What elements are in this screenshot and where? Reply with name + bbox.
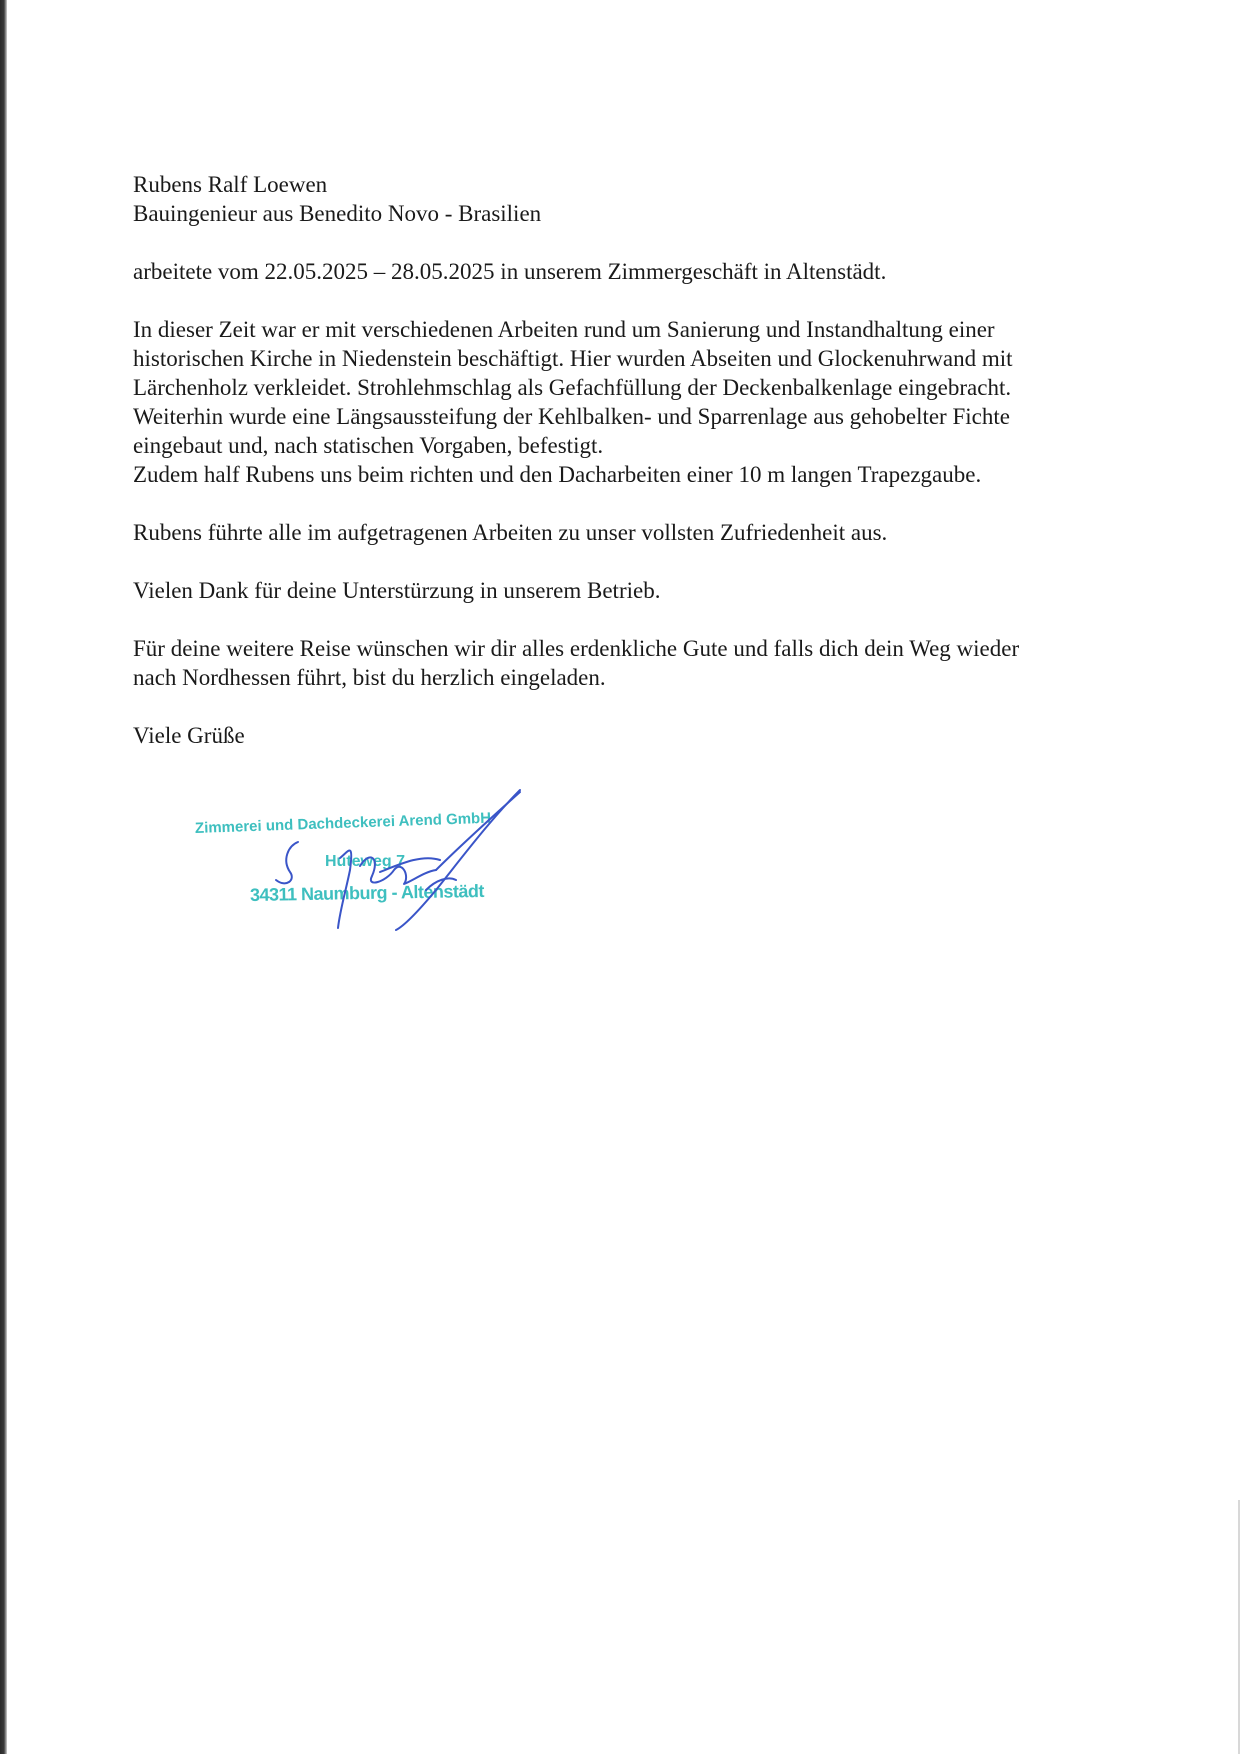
- company-stamp: [190, 780, 610, 940]
- scan-edge-left: [0, 0, 7, 1754]
- work-line: historischen Kirche in Niedenstein beschäftigt. Hier wurden Abseiten und Glockenuhrwand mit: [133, 346, 1013, 371]
- stamp-city: 34311 Naumburg - Altenstädt: [249, 880, 485, 905]
- work-line: Lärchenholz verkleidet. Strohlehmschlag als Gefachfüllung der Deckenbalkenlage eingebracht.: [133, 375, 1012, 400]
- stamp-company-name: Zimmerei und Dachdeckerei Arend GmbH: [194, 809, 492, 837]
- closing: Viele Grüße: [133, 723, 245, 748]
- work-line: Weiterhin wurde eine Längsaussteifung der Kehlbalken- und Sparrenlage aus gehobelter Fichte: [133, 404, 1010, 429]
- intro-paragraph: arbeitete vom 22.05.2025 – 28.05.2025 in unserem Zimmergeschäft in Altenstädt.: [133, 259, 887, 284]
- work-description-paragraph: [133, 315, 1113, 489]
- signature-stroke: [380, 858, 440, 872]
- recipient-name: Rubens Ralf Loewen: [133, 172, 328, 197]
- assessment-paragraph: Rubens führte alle im aufgetragenen Arbeiten zu unser vollsten Zufriedenheit aus.: [133, 520, 888, 545]
- work-line: eingebaut und, nach statischen Vorgaben, befestigt.: [133, 433, 604, 458]
- wishes-paragraph: [133, 634, 1113, 692]
- signature-stroke: [276, 842, 298, 883]
- thanks-paragraph: Vielen Dank für deine Unterstürzung in unserem Betrieb.: [133, 578, 661, 603]
- work-line: Zudem half Rubens uns beim richten und den Dacharbeiten einer 10 m langen Trapezgaube.: [133, 462, 982, 487]
- handwritten-signature: [190, 780, 610, 940]
- stamp-street: Huteweg 7: [325, 853, 406, 870]
- signature-stroke: [360, 857, 436, 884]
- wishes-line: Für deine weitere Reise wünschen wir dir alles erdenkliche Gute und falls dich dein Weg wieder: [133, 636, 1020, 661]
- work-line: In dieser Zeit war er mit verschiedenen Arbeiten rund um Sanierung und Instandhaltung einer: [133, 317, 995, 342]
- recipient-title: Bauingenieur aus Benedito Novo - Brasilien: [133, 201, 542, 226]
- wishes-line: nach Nordhessen führt, bist du herzlich eingeladen.: [133, 665, 606, 690]
- signature-stroke: [338, 851, 351, 929]
- letter-body: [133, 170, 1113, 750]
